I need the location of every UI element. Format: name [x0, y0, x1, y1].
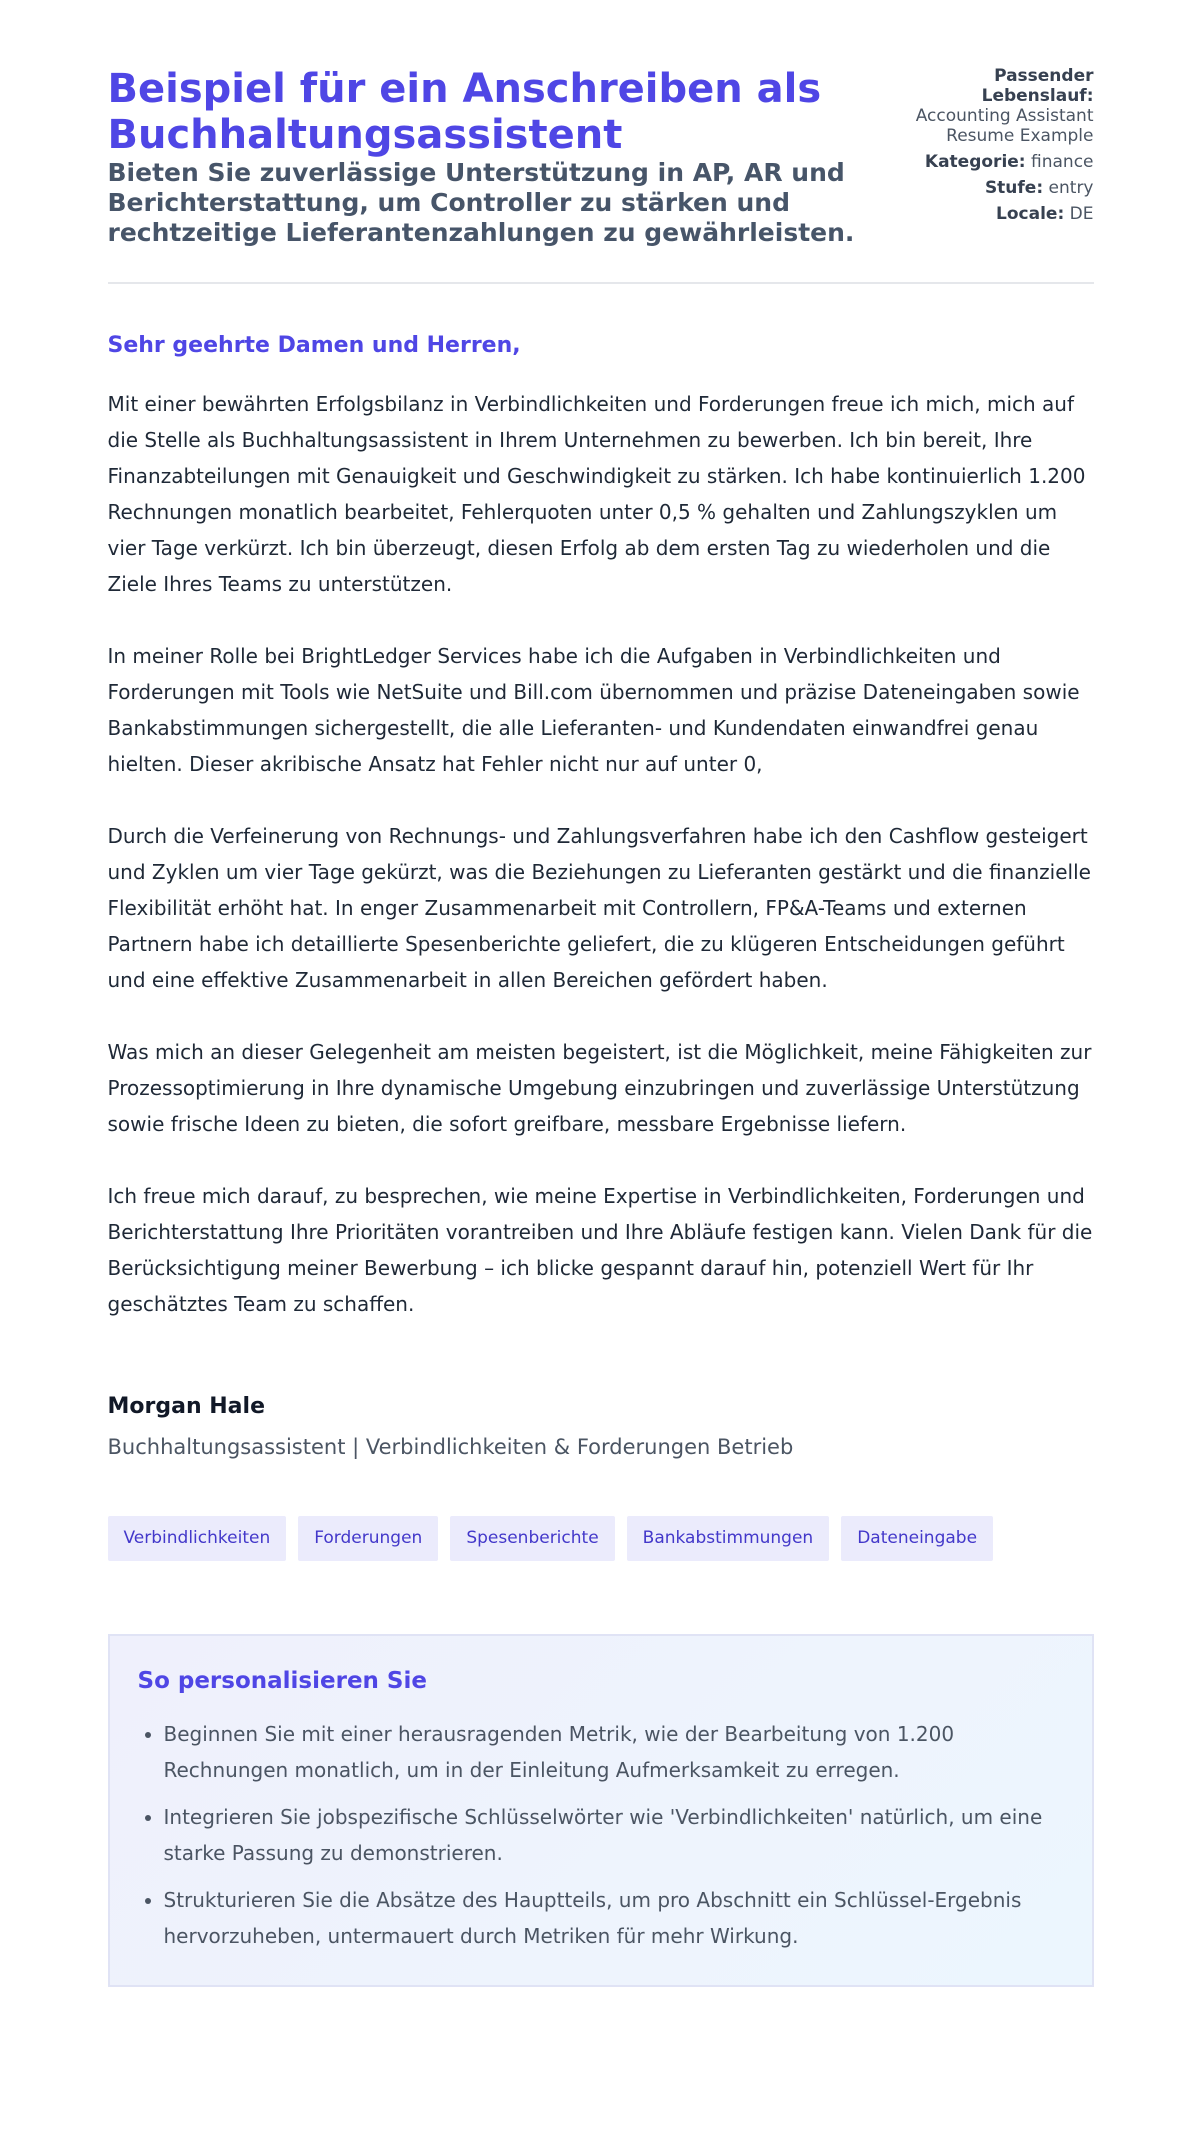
meta-category-label: Kategorie: — [924, 152, 1026, 172]
tips-list — [138, 1716, 1064, 1954]
meta-panel — [904, 66, 1094, 230]
meta-level-label: Stufe: — [984, 178, 1044, 198]
meta-resume-value[interactable]: Accounting Assistant Resume Example — [915, 106, 1094, 146]
paragraph-experience: In meiner Rolle bei BrightLedger Services habe ich die Aufgaben in Verbindlichkeiten und Forderungen mit Tools wie NetSuite und Bill.com übernommen und präzise Dateneingaben sowie Bankabstimmungen sichergestellt, die alle Lieferanten- und Kundendaten einwandfrei genau hielten. Dieser akribische Ansatz hat Fehler nicht nur auf unter 0, — [107, 644, 1080, 776]
signature-name: Morgan Hale — [107, 1394, 265, 1419]
meta-resume-value-row — [904, 106, 1094, 146]
paragraph-intro: Mit einer bewährten Erfolgsbilanz in Verbindlichkeiten und Forderungen freue ich mich, mich auf die Stelle als Buchhaltungsassistent in Ihrem Unternehmen zu bewerben. Ich bin bereit, Ihre Finanzabteilungen mit Genauigkeit und Geschwindigkeit zu stärken. Ich habe kontinuierlich 1.200 Rechnungen monatlich bearbeitet, Fehlerquoten unter 0,5 % gehalten und Zahlungszyklen um vier Tage verkürzt. Ich bin überzeugt, diesen Erfolg ab dem ersten Tag zu wiederholen und die Ziele Ihres Teams zu unterstützen. — [107, 392, 1086, 596]
paragraph-achievements: Durch die Verfeinerung von Rechnungs- und Zahlungsverfahren habe ich den Cashflow gesteigert und Zyklen um vier Tage gekürzt, was die Beziehungen zu Lieferanten gestärkt und die finanzielle Flexibilität erhöht hat. In enger Zusammenarbeit mit Controllern, FP&A-Teams und externen Partnern habe ich detaillierte Spesenberichte geliefert, die zu klügeren Entscheidungen geführt und eine effektive Zusammenarbeit in allen Bereichen gefördert haben. — [107, 824, 1091, 992]
signature-role: Buchhaltungsassistent | Verbindlichkeiten & Forderungen Betrieb — [107, 1435, 794, 1459]
meta-locale-value: DE — [1069, 204, 1094, 224]
tag-spesenberichte[interactable]: Spesenberichte — [450, 1516, 614, 1561]
tag-dateneingabe[interactable]: Dateneingabe — [841, 1516, 993, 1561]
paragraph-motivation: Was mich an dieser Gelegenheit am meisten begeistert, ist die Möglichkeit, meine Fähigkeiten zur Prozessoptimierung in Ihre dynamische Umgebung einzubringen und zuverlässige Unterstützung sowie frische Ideen zu bieten, die sofort greifbare, messbare Ergebnisse liefern. — [107, 1040, 1092, 1136]
meta-resume-label-row — [904, 66, 1094, 106]
page-title: Beispiel für ein Anschreiben als Buchhaltungsassistent — [107, 66, 822, 158]
tip-item: • Strukturieren Sie die Absätze des Hauptteils, um pro Abschnitt ein Schlüssel-Ergebnis hervorzuheben, untermauert durch Metriken für mehr Wirkung. — [164, 1882, 1064, 1954]
meta-category-row — [904, 152, 1094, 172]
tip-item: • Beginnen Sie mit einer herausragenden Metrik, wie der Bearbeitung von 1.200 Rechnungen monatlich, um in der Einleitung Aufmerksamkeit zu erregen. — [164, 1716, 1064, 1788]
meta-category-value: finance — [1031, 152, 1094, 172]
tag-forderungen[interactable]: Forderungen — [298, 1516, 438, 1561]
meta-level-row — [904, 178, 1094, 198]
tag-bankabstimmungen[interactable]: Bankabstimmungen — [627, 1516, 830, 1561]
tips-title: So personalisieren Sie — [137, 1668, 427, 1694]
meta-locale-label: Locale: — [996, 204, 1065, 224]
page-subtitle: Bieten Sie zuverlässige Unterstützung in AP, AR und Berichterstattung, um Controller zu stärken und rechtzeitige Lieferantenzahlungen zu gewährleisten. — [107, 158, 855, 247]
meta-resume-label: Passender Lebenslauf: — [981, 66, 1094, 106]
letter-body — [108, 284, 1094, 1322]
tag-verbindlichkeiten[interactable]: Verbindlichkeiten — [108, 1516, 287, 1561]
page-header — [108, 66, 1094, 284]
header-titles — [108, 66, 898, 248]
tip-item: • Integrieren Sie jobspezifische Schlüsselwörter wie 'Verbindlichkeiten' natürlich, um eine starke Passung zu demonstrieren. — [164, 1799, 1064, 1871]
cover-letter-page — [107, 0, 1094, 1987]
personalization-tips-box — [108, 1634, 1094, 1987]
paragraph-closing: Ich freue mich darauf, zu besprechen, wie meine Expertise in Verbindlichkeiten, Forderungen und Berichterstattung Ihre Prioritäten vorantreiben und Ihre Abläufe festigen kann. Vielen Dank für die Berücksichtigung meiner Bewerbung – ich blicke gespannt darauf hin, potenziell Wert für Ihr geschätztes Team zu schaffen. — [107, 1184, 1093, 1316]
skill-tags — [108, 1516, 1094, 1561]
signature-block — [108, 1358, 1094, 1462]
salutation: Sehr geehrte Damen und Herren, — [107, 333, 521, 358]
meta-level-value: entry — [1048, 178, 1094, 198]
meta-locale-row — [904, 204, 1094, 224]
